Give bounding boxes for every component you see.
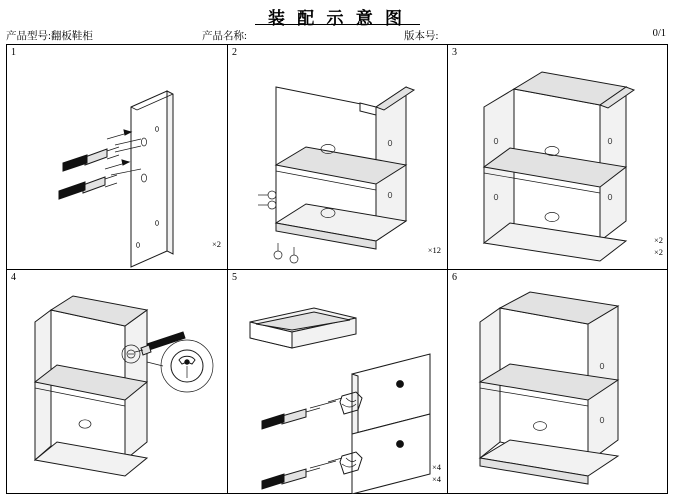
step-cell-3 [448,45,669,269]
header-info-row [6,28,668,42]
step-2-illustration [228,45,447,269]
step-cell-5 [228,270,447,494]
cam-detail-callout [161,340,213,392]
step-3-quantity-1: ×2 [653,235,663,245]
step-1-illustration [7,45,227,269]
title-underline [255,24,420,25]
tray-part [250,308,356,348]
page-number: 0/1 [652,28,666,39]
step-number-3: 3 [452,47,457,58]
step-3-quantity-2: ×2 [653,247,663,257]
steps-grid [6,44,668,494]
dowel-1 [63,139,141,171]
step-5-illustration [228,270,447,494]
step-4-illustration [7,270,227,494]
version-label: 版本号: [404,31,439,42]
step-number-2: 2 [232,47,237,58]
screw-lower [262,461,336,489]
step-5-quantity-1: ×4 [431,462,441,472]
step-number-6: 6 [452,272,457,283]
page-title: 装 配 示 意 图 [268,9,406,28]
step-1-quantity-1: ×2 [211,239,221,249]
screw-upper [262,401,336,429]
step-cell-4 [7,270,227,494]
step-number-4: 4 [11,272,16,283]
step-6-illustration [448,270,669,494]
step-cell-2 [228,45,447,269]
step-number-5: 5 [232,272,237,283]
step-cell-1 [7,45,227,269]
step-5-quantity-2: ×4 [431,474,441,484]
step-2-quantity-1: ×12 [427,245,441,255]
product-model-label: 产品型号:翻板鞋柜 [6,31,93,42]
product-name-label: 产品名称: [202,31,247,42]
dowel-2 [59,169,141,199]
step-cell-6 [448,270,669,494]
step-3-illustration [448,45,669,269]
step-number-1: 1 [11,47,16,58]
